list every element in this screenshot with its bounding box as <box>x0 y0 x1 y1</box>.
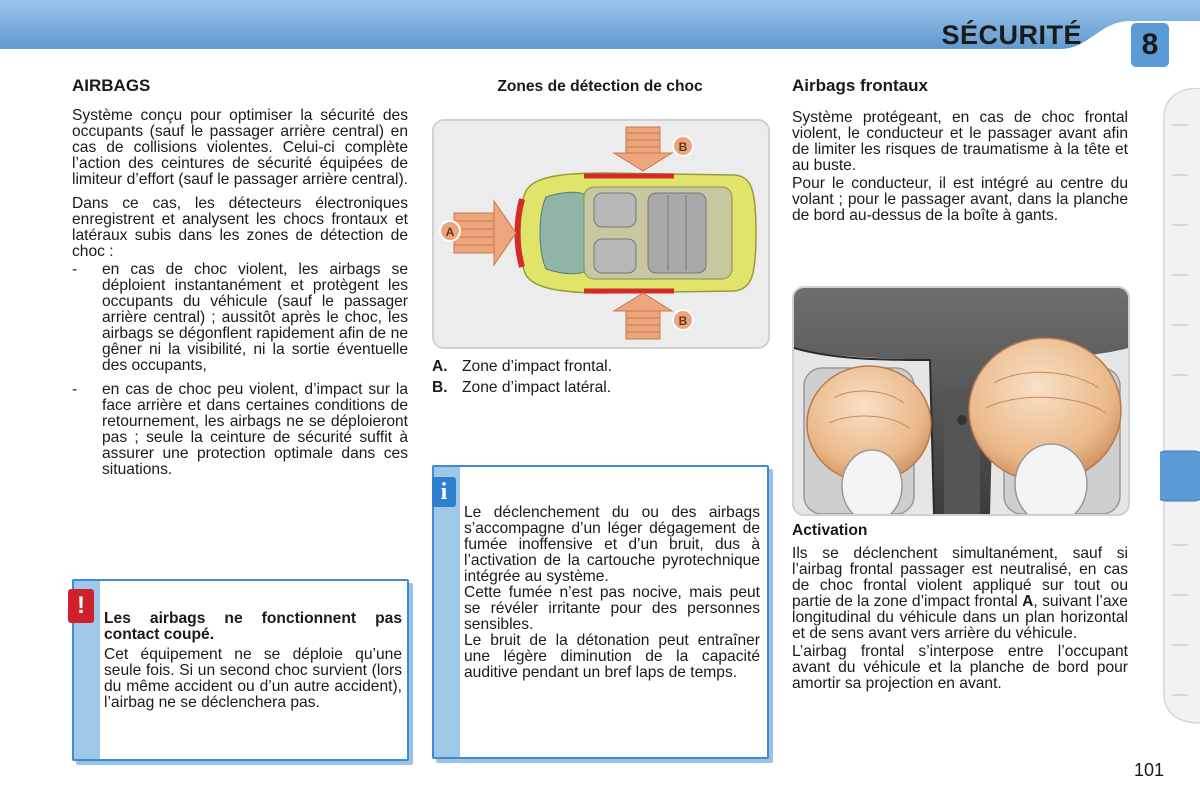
airbags-heading: AIRBAGS <box>72 76 151 95</box>
legend-item-a: A. Zone d’impact frontal. <box>432 358 612 375</box>
info-para-1: Le déclenchement du ou des airbags s’accompagne d’un léger dégagement de fumée inoffensive et d’un bruit, dus à l’activation de la cartouche pyrotechnique intégrée au système. <box>464 504 760 585</box>
activation-section <box>792 522 1128 692</box>
info-para-3: Le bruit de la détonation peut entraîner une légère diminution de la capacité auditive pendant un bref laps de temps. <box>464 632 760 681</box>
info-para-2: Cette fumée n’est pas nocive, mais peut se révéler irritante pour des personnes sensibles. <box>464 584 760 633</box>
lateral-impact-arrow-top <box>614 127 672 171</box>
label-b-bottom: B <box>678 314 688 328</box>
page-header <box>0 0 1200 72</box>
list-item: - en cas de choc violent, les airbags se déploient instantanément et protègent les occupants du véhicule (sauf le passager arrière central) ; aussitôt après le choc, les airbags se dégonflent rapidement afin de ne gêner ni la visibilité, ni la sortie éventuelle des occupants, <box>72 261 408 374</box>
warning-text: Cet équipement ne se déploie qu’une seule fois. Si un second choc survient (lors du même accident ou d’un autre accident), l’airbag ne se déclenchera pas. <box>104 646 402 711</box>
frontal-impact-arrow <box>454 201 516 265</box>
label-a: A <box>445 225 455 239</box>
legend-item-b: B. Zone d’impact latéral. <box>432 379 612 396</box>
info-icon: i <box>432 477 456 507</box>
impact-zones-figure <box>432 119 770 349</box>
activation-text: Ils se déclenchent simultanément, sauf si l’airbag frontal passager est neutralisé, en cas de choc frontal violent appliqué sur tout ou partie de la zone d’impact frontal A, suivant l’axe longitudinal du véhicule dans un plan horizontal et de sens avant vers arrière du véhicule. <box>792 545 1128 642</box>
chapter-side-tabs <box>1160 88 1200 728</box>
label-b-top: B <box>678 140 688 154</box>
deployed-airbags-illustration <box>794 288 1128 514</box>
warning-icon: ! <box>68 589 94 623</box>
activation-heading: Activation <box>792 522 868 539</box>
frontal-airbags-intro: Système protégeant, en cas de choc frontal violent, le conducteur et le passager avant afin de limiter les risques de traumatisme à la tête et au buste. <box>792 109 1128 174</box>
label-b-bottom-marker <box>673 310 693 330</box>
page-number: 101 <box>1134 760 1165 780</box>
airbags-intro: Système conçu pour optimiser la sécurité des occupants (sauf le passager arrière central) en cas de collisions violentes. Celui-ci complète l’action des ceintures de sécurité équipées de limiteur d’effort (sauf le passager arrière central). <box>72 107 408 188</box>
info-box-bar <box>434 467 460 757</box>
label-a-marker <box>440 221 460 241</box>
chapter-number: 8 <box>1141 28 1159 61</box>
column-frontal-airbags <box>792 76 1128 224</box>
lateral-impact-arrow-bottom <box>614 293 672 339</box>
car-topview-illustration <box>434 121 768 347</box>
frontal-airbags-heading: Airbags frontaux <box>792 76 929 95</box>
warning-box <box>72 579 409 761</box>
warning-title: Les airbags ne fonctionnent pas contact coupé. <box>104 610 402 643</box>
frontal-airbags-figure <box>792 286 1130 516</box>
section-title: SÉCURITÉ <box>941 20 1082 50</box>
frontal-airbags-location: Pour le conducteur, il est intégré au centre du volant ; pour le passager avant, dans la planche de bord au-dessus de la boîte à gants. <box>792 175 1128 224</box>
info-box <box>432 465 769 759</box>
info-text <box>464 505 760 681</box>
airbags-list <box>72 262 408 478</box>
figure-legend <box>432 356 768 398</box>
activation-function-text: L’airbag frontal s’interpose entre l’occupant avant du véhicule et la planche de bord pour amortir sa projection en avant. <box>792 643 1128 692</box>
column-airbags <box>72 76 408 486</box>
column-zones <box>432 76 768 96</box>
airbags-detection-text: Dans ce cas, les détecteurs électroniques enregistrent et analysent les chocs frontaux et latéraux subis dans les zones de détection de choc : <box>72 195 408 260</box>
list-item: - en cas de choc peu violent, d’impact sur la face arrière et dans certaines conditions de retournement, les airbags ne se déploieront pas ; seule la ceinture de sécurité suffit à assurer une protection optimale dans ces situations. <box>72 381 408 478</box>
label-b-top-marker <box>673 136 693 156</box>
zones-heading: Zones de détection de choc <box>497 78 703 95</box>
